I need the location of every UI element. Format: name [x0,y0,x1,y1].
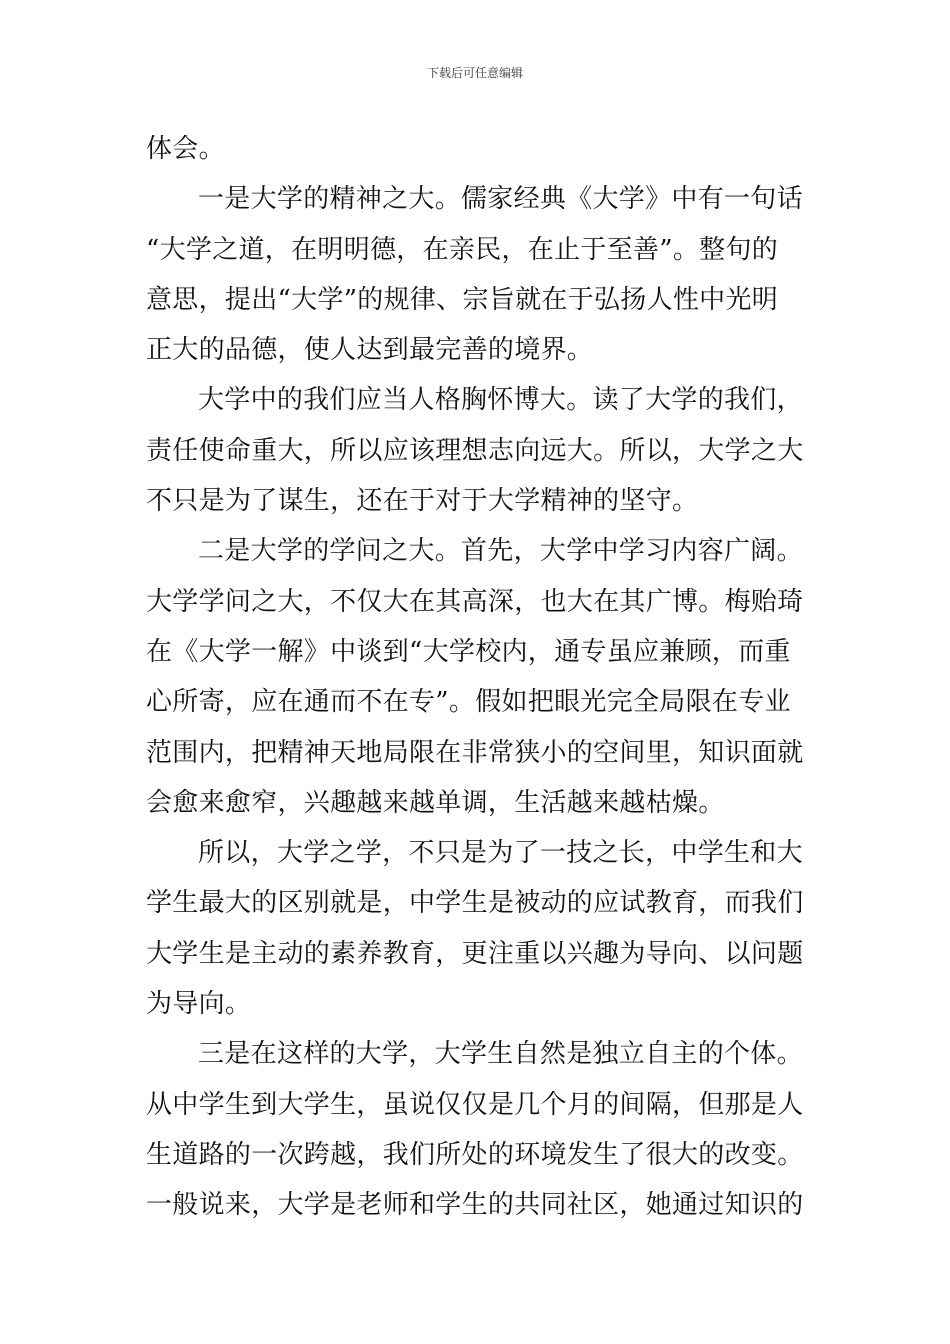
text-line: 从中学生到大学生，虽说仅仅是几个月的间隔，但那是人 [146,1089,804,1120]
text-line: 一般说来，大学是老师和学生的共同社区，她通过知识的 [146,1190,804,1221]
text-line: 在《大学一解》中谈到“大学校内，通专虽应兼顾，而重 [146,636,791,667]
text-line: 大学生是主动的素养教育，更注重以兴趣为导向、以问题 [146,938,804,969]
paragraph-first-line: 二是大学的学问之大。首先，大学中学习内容广阔。 [198,536,803,567]
paragraph-first-line: 三是在这样的大学，大学生自然是独立自主的个体。 [198,1039,803,1070]
paragraph-first-line: 所以，大学之学，不只是为了一技之长，中学生和大 [198,838,803,869]
text-line: 体会。 [146,134,225,164]
text-line: 会愈来愈窄，兴趣越来越单调，生活越来越枯燥。 [146,787,725,818]
text-line: 为导向。 [146,989,252,1020]
text-line: 不只是为了谋生，还在于对于大学精神的坚守。 [146,486,699,517]
text-line: “大学之道，在明明德，在亲民，在止于至善”。整句的 [146,234,779,265]
text-line: 范围内，把精神天地局限在非常狭小的空间里，知识面就 [146,737,804,768]
text-line: 责任使命重大，所以应该理想志向远大。所以，大学之大 [146,435,804,466]
text-line: 生道路的一次跨越，我们所处的环境发生了很大的改变。 [146,1139,804,1170]
text-line: 大学学问之大，不仅大在其高深，也大在其广博。梅贻琦 [146,586,804,617]
paragraph-first-line: 一是大学的精神之大。儒家经典《大学》中有一句话 [198,184,803,215]
text-line: 学生最大的区别就是，中学生是被动的应试教育，而我们 [146,888,804,919]
text-line: 意思，提出“大学”的规律、宗旨就在于弘扬人性中光明 [146,284,779,315]
page-header: 下载后可任意编辑 [426,66,523,80]
text-line: 心所寄，应在通而不在专”。假如把眼光完全局限在专业 [146,687,791,718]
paragraph-first-line: 大学中的我们应当人格胸怀博大。读了大学的我们， [198,385,803,416]
text-line: 正大的品德，使人达到最完善的境界。 [146,335,594,366]
document-body [146,124,806,1231]
